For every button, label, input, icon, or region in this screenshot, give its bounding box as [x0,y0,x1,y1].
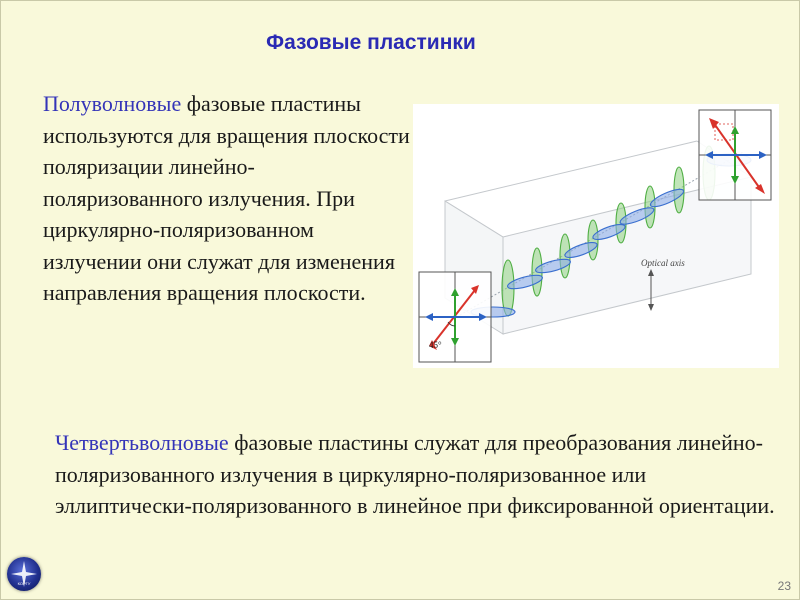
logo-text: КОРГУ [17,581,31,586]
angle-label: 45° [429,340,442,350]
university-logo [7,557,41,591]
quarter-wave-paragraph [55,427,785,522]
half-wave-text: фазовые пластины используются для вращения плоскости поляризации линейно-поляризованного излучения. При циркулярно-поляризованном излучении они служат для изменения направления вращения плоскости. [43,91,410,305]
half-wave-term: Полуволновые [43,91,182,116]
optical-axis-label: Optical axis [641,258,685,268]
slide-title: Фазовые пластинки [266,31,476,54]
page-number: 23 [777,579,791,593]
quarter-wave-term: Четвертьволновые [55,430,229,455]
wave-plate-figure [413,104,779,368]
quarter-wave-text: фазовые пластины служат для преобразования линейно-поляризованного излучения в циркулярно-поляризованное или эллиптически-поляризованного в линейное при фиксированной ориентации. [55,430,775,518]
output-polarization-panel [699,110,771,200]
half-wave-paragraph [43,88,413,309]
